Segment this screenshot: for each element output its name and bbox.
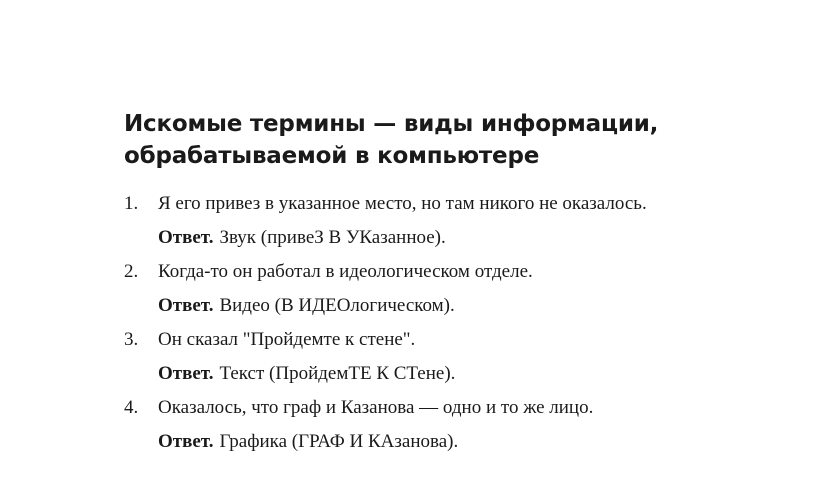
answer-text: Текст (ПройдемТЕ К СТене).	[219, 363, 456, 384]
question-text: Я его привез в указанное место, но там никого не оказалось.	[158, 193, 647, 214]
answer-line	[120, 289, 780, 323]
riddle-list	[120, 187, 780, 459]
question-line	[120, 323, 780, 357]
list-item	[120, 187, 780, 255]
answer-line	[120, 425, 780, 459]
item-number: 3.	[124, 329, 139, 350]
heading-line-2: обрабатываемой в компьютере	[124, 143, 540, 169]
section-heading	[124, 108, 764, 172]
item-number: 1.	[124, 193, 139, 214]
question-text: Он сказал "Пройдемте к стене".	[158, 329, 416, 350]
question-line	[120, 391, 780, 425]
answer-label: Ответ.	[158, 295, 214, 316]
question-text: Когда-то он работал в идеологическом отделе.	[158, 261, 533, 282]
question-line	[120, 187, 780, 221]
question-line	[120, 255, 780, 289]
heading-line-1: Искомые термины — виды информации,	[124, 111, 659, 137]
list-item	[120, 323, 780, 391]
item-number: 4.	[124, 397, 139, 418]
question-text: Оказалось, что граф и Казанова — одно и то же лицо.	[158, 397, 594, 418]
answer-text: Звук (привеЗ В УКазанное).	[219, 227, 446, 248]
list-item	[120, 255, 780, 323]
answer-line	[120, 357, 780, 391]
answer-text: Видео (В ИДЕОлогическом).	[219, 295, 455, 316]
list-item	[120, 391, 780, 459]
answer-label: Ответ.	[158, 363, 214, 384]
answer-text: Графика (ГРАФ И КАзанова).	[219, 431, 459, 452]
answer-label: Ответ.	[158, 431, 214, 452]
answer-line	[120, 221, 780, 255]
answer-label: Ответ.	[158, 227, 214, 248]
item-number: 2.	[124, 261, 139, 282]
